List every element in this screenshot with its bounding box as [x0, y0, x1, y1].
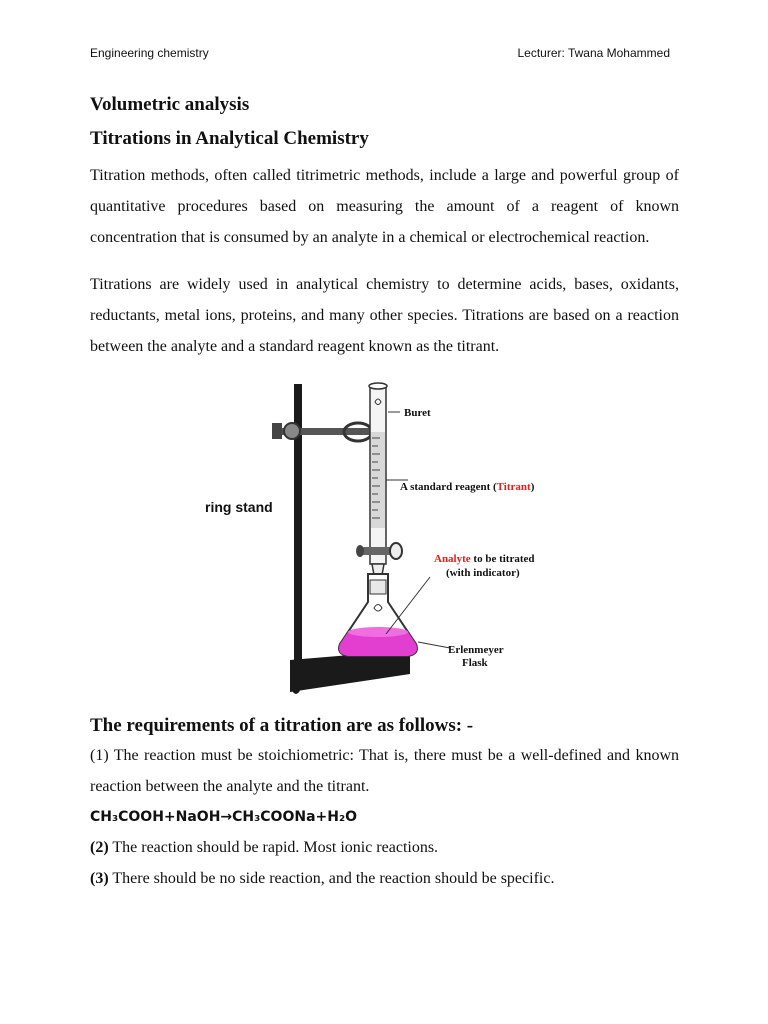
- label-indicator: (with indicator): [446, 567, 520, 579]
- reaction-equation: CH₃COOH+NaOH→CH₃COONa+H₂O: [90, 809, 358, 825]
- label-ring-stand: ring stand: [205, 499, 273, 515]
- header-lecturer: Lecturer: Twana Mohammed: [517, 46, 670, 60]
- titration-diagram: [90, 372, 679, 702]
- page-title: Volumetric analysis: [90, 94, 250, 115]
- requirement-2: (2) The reaction should be rapid. Most ionic reactions.: [90, 839, 439, 856]
- label-buret: Buret: [404, 407, 431, 419]
- requirement-3: (3) There should be no side reaction, and the reaction should be specific.: [90, 870, 555, 887]
- document-body: [90, 90, 679, 894]
- label-standard-reagent: A standard reagent (Titrant): [400, 481, 535, 493]
- requirements-heading: The requirements of a titration are as follows: -: [90, 715, 474, 736]
- requirement-1: (1) The reaction must be stoichiometric: That is, there must be a well-defined and known reaction between the analyte and the titrant.: [90, 747, 679, 795]
- label-analyte: Analyte to be titrated: [434, 553, 535, 565]
- paragraph-titration-uses: Titrations are widely used in analytical chemistry to determine acids, bases, oxidants, reductants, metal ions, proteins, and many other species. Titrations are based on a reaction between the analyte and a standard reagent known as the titrant.: [90, 276, 679, 355]
- paragraph-titration-methods: Titration methods, often called titrimetric methods, include a large and powerful group of quantitative procedures based on measuring the amount of a reagent of known concentration that is consumed by an analyte in a chemical or electrochemical reaction.: [90, 167, 679, 246]
- header-course: Engineering chemistry: [90, 46, 209, 60]
- label-erlenmeyer: Erlenmeyer: [448, 644, 504, 656]
- stopcock: [390, 543, 402, 559]
- section-heading: Titrations in Analytical Chemistry: [90, 128, 369, 149]
- page-header: [90, 46, 670, 66]
- label-flask: Flask: [462, 657, 488, 669]
- titration-apparatus-figure: [90, 372, 679, 702]
